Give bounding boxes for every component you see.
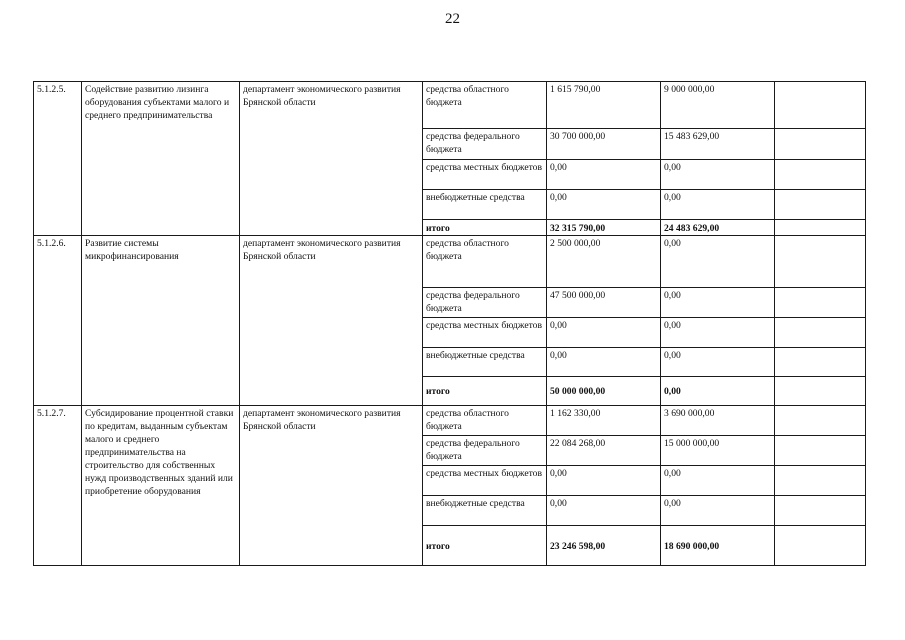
value-cell — [775, 496, 866, 526]
value-cell — [775, 288, 866, 318]
funding-source: средства местных бюджетов — [423, 160, 547, 190]
value-cell: 0,00 — [661, 236, 775, 288]
row-code: 5.1.2.7. — [34, 406, 82, 566]
value-cell — [775, 82, 866, 129]
funding-source: средства местных бюджетов — [423, 466, 547, 496]
funding-source-total: итого — [423, 377, 547, 406]
value-cell: 2 500 000,00 — [547, 236, 661, 288]
value-cell — [775, 526, 866, 566]
value-cell: 1 162 330,00 — [547, 406, 661, 436]
value-cell: 0,00 — [661, 190, 775, 220]
value-cell: 0,00 — [661, 318, 775, 348]
value-cell — [775, 236, 866, 288]
value-cell: 0,00 — [547, 466, 661, 496]
value-cell — [775, 466, 866, 496]
value-cell-total: 32 315 790,00 — [547, 220, 661, 236]
row-executor: департамент экономического развития Брянской области — [240, 82, 423, 236]
funding-source: средства федерального бюджета — [423, 288, 547, 318]
value-cell: 0,00 — [661, 496, 775, 526]
funding-source: средства местных бюджетов — [423, 318, 547, 348]
value-cell — [775, 318, 866, 348]
row-name: Содействие развитию лизинга оборудования субъектами малого и среднего предпринимательства — [82, 82, 240, 236]
value-cell: 3 690 000,00 — [661, 406, 775, 436]
value-cell: 22 084 268,00 — [547, 436, 661, 466]
value-cell — [775, 190, 866, 220]
value-cell — [775, 160, 866, 190]
funding-source-total: итого — [423, 526, 547, 566]
value-cell: 30 700 000,00 — [547, 129, 661, 160]
value-cell — [775, 348, 866, 377]
row-name: Субсидирование процентной ставки по кредитам, выданным субъектам малого и среднего предпринимательства на строительство для собственных нужд производственных зданий или приобретение оборудования — [82, 406, 240, 566]
value-cell-total: 24 483 629,00 — [661, 220, 775, 236]
funding-source: средства областного бюджета — [423, 82, 547, 129]
funding-source-total: итого — [423, 220, 547, 236]
row-executor: департамент экономического развития Брянской области — [240, 236, 423, 406]
value-cell: 9 000 000,00 — [661, 82, 775, 129]
funding-source: средства федерального бюджета — [423, 129, 547, 160]
table-row — [34, 236, 866, 288]
row-executor: департамент экономического развития Брянской области — [240, 406, 423, 566]
value-cell: 0,00 — [547, 496, 661, 526]
value-cell-total: 50 000 000,00 — [547, 377, 661, 406]
value-cell: 47 500 000,00 — [547, 288, 661, 318]
value-cell — [775, 436, 866, 466]
funding-source: средства федерального бюджета — [423, 436, 547, 466]
value-cell: 15 000 000,00 — [661, 436, 775, 466]
value-cell-total: 23 246 598,00 — [547, 526, 661, 566]
table-row — [34, 406, 866, 436]
value-cell: 0,00 — [661, 160, 775, 190]
value-cell: 15 483 629,00 — [661, 129, 775, 160]
row-name: Развитие системы микрофинансирования — [82, 236, 240, 406]
value-cell: 0,00 — [661, 466, 775, 496]
funding-source: внебюджетные средства — [423, 348, 547, 377]
row-code: 5.1.2.5. — [34, 82, 82, 236]
value-cell: 0,00 — [661, 288, 775, 318]
value-cell — [775, 377, 866, 406]
funding-source: внебюджетные средства — [423, 190, 547, 220]
value-cell: 0,00 — [547, 190, 661, 220]
value-cell: 0,00 — [547, 318, 661, 348]
funding-source: средства областного бюджета — [423, 406, 547, 436]
value-cell — [775, 129, 866, 160]
funding-source: средства областного бюджета — [423, 236, 547, 288]
value-cell: 0,00 — [661, 348, 775, 377]
funding-source: внебюджетные средства — [423, 496, 547, 526]
page-number: 22 — [445, 11, 460, 27]
budget-table — [33, 81, 866, 566]
value-cell: 0,00 — [547, 160, 661, 190]
value-cell-total: 18 690 000,00 — [661, 526, 775, 566]
table-row — [34, 82, 866, 129]
value-cell — [775, 406, 866, 436]
row-code: 5.1.2.6. — [34, 236, 82, 406]
value-cell-total: 0,00 — [661, 377, 775, 406]
value-cell — [775, 220, 866, 236]
value-cell: 0,00 — [547, 348, 661, 377]
value-cell: 1 615 790,00 — [547, 82, 661, 129]
